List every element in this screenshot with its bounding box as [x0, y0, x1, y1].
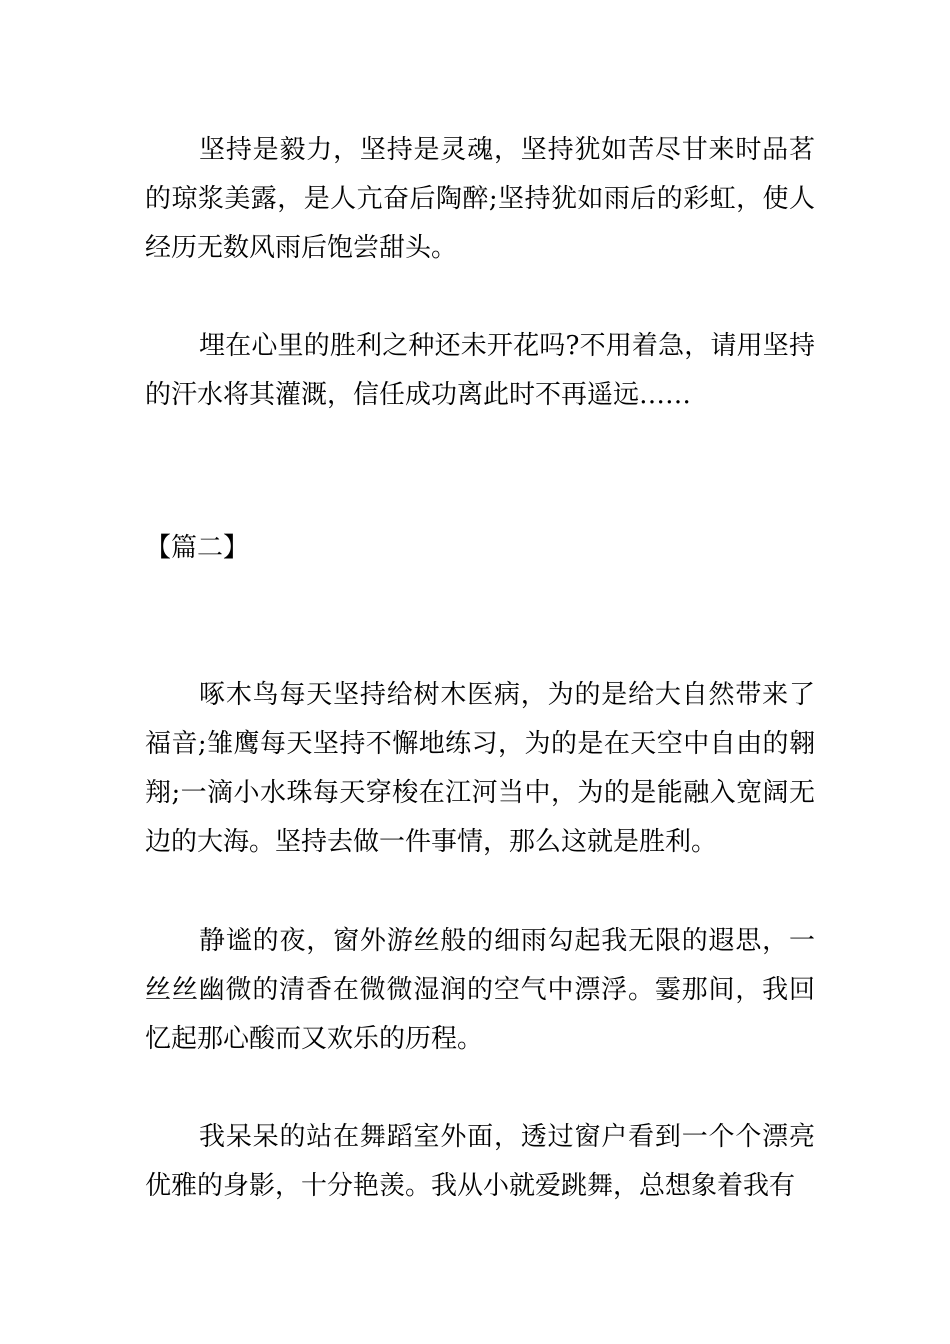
- paragraph-quiet-night: 静谧的夜，窗外游丝般的细雨勾起我无限的遐思，一丝丝幽微的清香在微微湿润的空气中漂浮。霎那间，我回忆起那心酸而又欢乐的历程。: [145, 926, 815, 1054]
- section-heading: 【篇二】: [145, 533, 250, 563]
- paragraph-dance-room: 我呆呆的站在舞蹈室外面，透过窗户看到一个个漂亮优雅的身影，十分艳羡。我从小就爱跳舞，总想象着我有: [145, 1122, 815, 1201]
- paragraph-seed-of-victory: 埋在心里的胜利之种还未开花吗?不用着急，请用坚持的汗水将其灌溉，信任成功离此时不再遥远……: [145, 331, 815, 410]
- paragraph-woodpecker: 啄木鸟每天坚持给树木医病，为的是给大自然带来了福音;雏鹰每天坚持不懈地练习，为的是在天空中自由的翱翔;一滴小水珠每天穿梭在江河当中，为的是能融入宽阔无边的大海。坚持去做一件事情，那么这就是胜利。: [145, 680, 815, 857]
- paragraph-perseverance: 坚持是毅力，坚持是灵魂，坚持犹如苦尽甘来时品茗的琼浆美露，是人亢奋后陶醉;坚持犹如雨后的彩虹，使人经历无数风雨后饱尝甜头。: [145, 135, 815, 263]
